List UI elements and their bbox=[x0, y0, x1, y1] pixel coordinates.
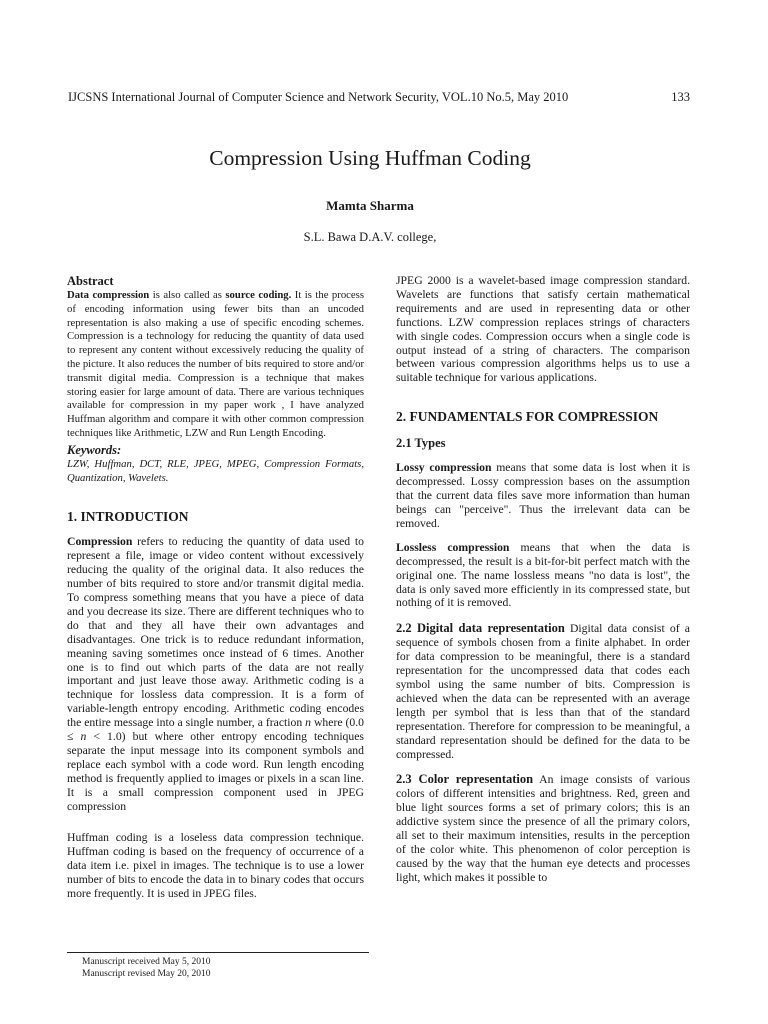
intro-text-part: where (0.0 ≤ bbox=[67, 716, 364, 744]
keywords-heading: Keywords: bbox=[67, 442, 122, 457]
lossless-text: means that when the data is decompressed, the result is a bit-for-bit perfect match with the original one. The name lossless means "no data is lost", the data is only saved more efficiently in its compressed state, but nothing of it is removed. bbox=[396, 540, 690, 610]
introduction-paragraph-2: Huffman coding is a loseless data compression technique. Huffman coding is based on the frequency of occurrence of a data item i.e. pixel in images. The technique is to use a lower number of bits to encode the data in to binary codes that occurs more frequently. It is used in JPEG files. bbox=[67, 831, 364, 901]
left-column bbox=[67, 274, 364, 901]
digital-data-subheading: 2.2 Digital data representation bbox=[396, 621, 565, 636]
lossy-text: means that some data is lost when it is decompressed. Lossy compression bases on the assumption that the current data files save more information than human beings can "perceive". Thus the irrelevant data can be removed. bbox=[396, 461, 690, 530]
color-representation-paragraph bbox=[396, 771, 690, 884]
abstract-term-source-coding: source coding. bbox=[225, 289, 292, 301]
abstract-text bbox=[67, 289, 364, 441]
running-header bbox=[68, 90, 690, 105]
intro-lead-term: Compression bbox=[67, 535, 133, 549]
abstract-heading: Abstract bbox=[67, 274, 114, 288]
lossy-lead-term: Lossy compression bbox=[396, 461, 492, 475]
footnotes bbox=[82, 957, 211, 980]
fundamentals-heading: 2. FUNDAMENTALS FOR COMPRESSION bbox=[396, 409, 659, 425]
lossless-paragraph bbox=[396, 541, 690, 611]
intro-variable-n: n bbox=[305, 716, 311, 730]
abstract-text-part: It is the process of encoding information using fewer bits than an uncoded representation is also making a use of specific encoding schemes. Compression is a technology for reducing the quantity of data used to represent any content without excessively reducing the quality of the picture. It also reduces the number of bits required to store and/or transmit digital media. Compression is a technique that makes storing easier for large amount of data. There are various techniques available for compression in my paper work , I have analyzed Huffman algorithm and compare it with other common compression techniques like Arithmetic, LZW and Run Length Encoding. bbox=[67, 289, 364, 439]
lossy-paragraph bbox=[396, 461, 690, 531]
abstract-text-part: is also called as bbox=[149, 289, 226, 301]
abstract-term-data-compression: Data compression bbox=[67, 289, 150, 301]
types-subheading: 2.1 Types bbox=[396, 436, 446, 451]
keywords-text: LZW, Huffman, DCT, RLE, JPEG, MPEG, Compression Formats, Quantization, Wavelets. bbox=[67, 457, 364, 484]
author-name: Mamta Sharma bbox=[326, 198, 414, 213]
digital-data-text: Digital data consist of a sequence of symbols chosen from a finite alphabet. In order for data compression to be meaningful, there is a standard representation for the uncompressed data that codes each symbol using the same number of bits. Compression is achieved when the data can be represented with an average length per symbol that is less than that of the standard representation. Therefore for compression to be meaningful, a standard representation should be defined for the data to be compressed. bbox=[396, 622, 690, 761]
page-number: 133 bbox=[671, 90, 690, 104]
paper-title: Compression Using Huffman Coding bbox=[209, 146, 531, 170]
right-column bbox=[396, 274, 690, 885]
footnote-divider bbox=[67, 952, 369, 953]
introduction-heading: 1. INTRODUCTION bbox=[67, 509, 189, 525]
footnote-revised: Manuscript revised May 20, 2010 bbox=[82, 968, 211, 979]
digital-data-paragraph bbox=[396, 620, 690, 761]
journal-citation: IJCSNS International Journal of Computer Science and Network Security, VOL.10 No.5, May 2010 bbox=[68, 90, 569, 104]
footnote-received: Manuscript received May 5, 2010 bbox=[82, 957, 211, 967]
color-representation-subheading: 2.3 Color representation bbox=[396, 772, 534, 787]
introduction-paragraph-1 bbox=[67, 535, 364, 813]
author-affiliation: S.L. Bawa D.A.V. college, bbox=[303, 230, 437, 244]
lossless-lead-term: Lossless compression bbox=[396, 540, 510, 554]
intro-text-part: refers to reducing the quantity of data used to represent a file, image or video content without excessively reducing the quality of the original data. It also reduces the number of bits required to store and/or transmit digital media. To compress something means that you have a piece of data and you decrease its size. There are different techniques who to do that and they all have their own advantages and disadvantages. One trick is to reduce redundant information, meaning saving sometimes once instead of 6 times. Another one is to find out which parts of the data are not really important and just leave those away. Arithmetic coding is a technique for lossless data compression. It is a form of variable-length entropy encoding. Arithmetic coding encodes the entire message into a single number, a fraction bbox=[67, 535, 364, 730]
jpeg2000-paragraph: JPEG 2000 is a wavelet-based image compression standard. Wavelets are functions that satisfy certain mathematical requirements and are used in representing data or other functions. LZW compression replaces strings of characters with single codes. Compression occurs when a single code is output instead of a string of characters. The comparison between various compression algorithms helps us to use a suitable technique for various applications. bbox=[396, 274, 690, 385]
intro-variable-n: n bbox=[80, 730, 87, 744]
color-representation-text: An image consists of various colors of different intensities and brightness. Red, green and blue light sources forms a set of primary colors; this is an addictive system since the presence of all the primary colors, all set to their maximum intensities, results in the perception of the color white. This phenomenon of color perception is caused by the way that the human eye detects and processes light, which makes it possible to bbox=[396, 773, 690, 884]
intro-text-part: < 1.0) but where other entropy encoding techniques separate the input message into its component symbols and replace each symbol with a code word. Run length encoding method is frequently applied to images or pixels in a scan line. It is a small compression component used in JPEG compression bbox=[67, 730, 364, 813]
